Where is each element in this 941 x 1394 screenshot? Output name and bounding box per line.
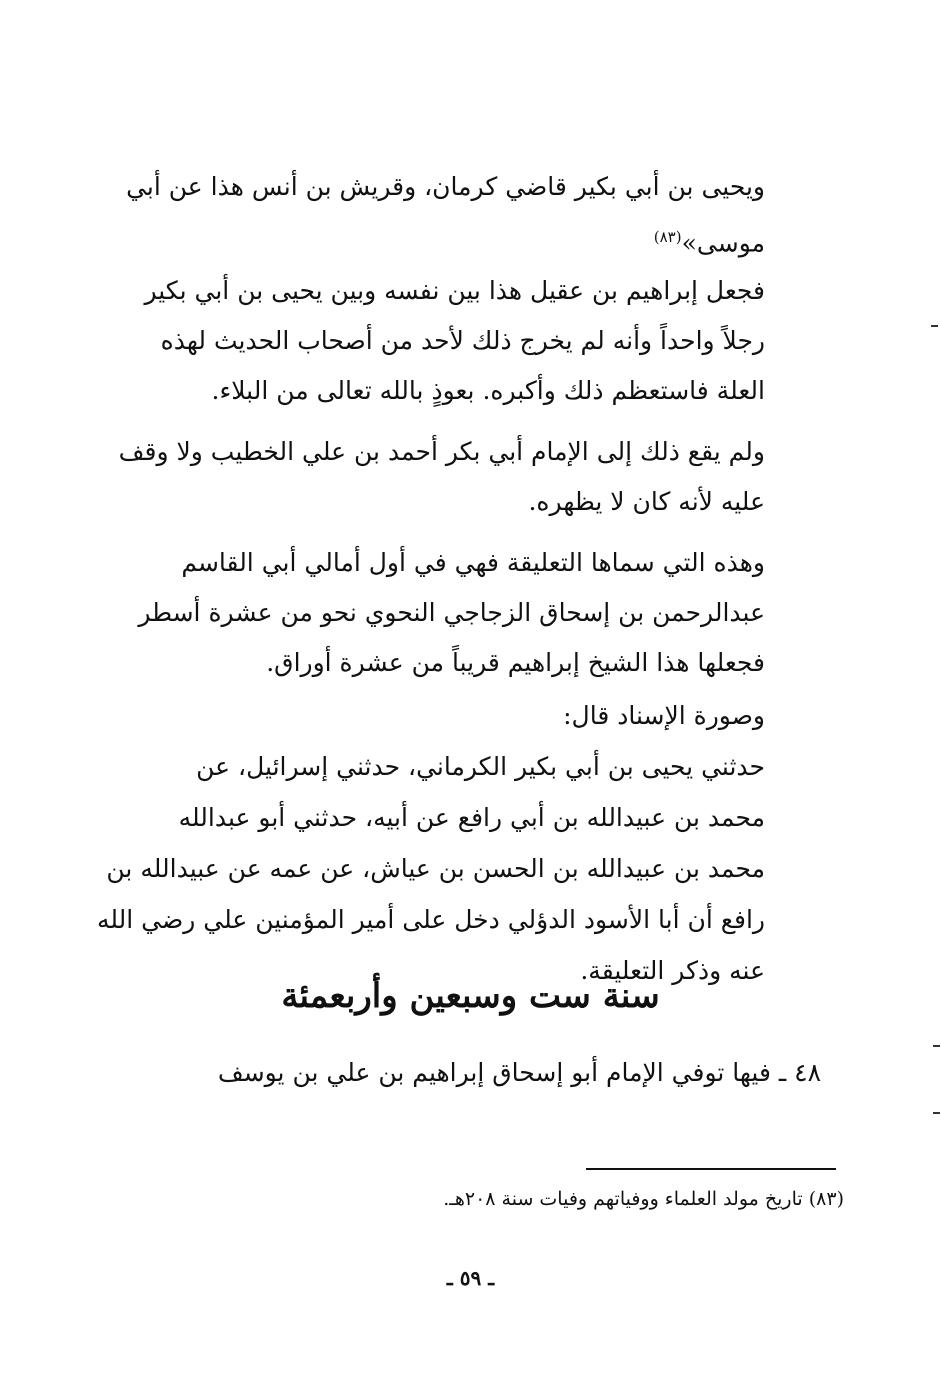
paragraph-line: وصورة الإسناد قال: [563,701,765,730]
paragraph-line: محمد بن عبيدالله بن أبي رافع عن أبيه، حدثني أبو عبدالله [178,803,765,832]
paragraph-line: عنه وذكر التعليقة. [580,956,765,985]
paragraph-line: عليه لأنه كان لا يظهره. [528,487,765,516]
paragraph-line: عبدالرحمن بن إسحاق الزجاجي النحوي نحو من عشرة أسطر [138,598,765,627]
biography-entry [121,1058,821,1087]
paragraph-4 [125,538,765,688]
paragraph-5 [96,690,765,996]
footnote-reference: (٨٣) [653,228,682,246]
paragraph-line: وهذه التي سماها التعليقة فهي في أول أمالي أبي القاسم [181,548,765,577]
margin-scan-mark [933,1045,940,1047]
paragraph-line: ولم يقع ذلك إلى الإمام أبي بكر أحمد بن علي الخطيب ولا وقف [118,437,765,466]
paragraph-line: فجعل إبراهيم بن عقيل هذا بين نفسه وبين يحيى بن أبي بكير [144,276,765,305]
paragraph-line: العلة فاستعظم ذلك وأكبره. بعوذٍ بالله تعالى من البلاء. [211,376,765,405]
paragraph-line: محمد بن عبيدالله بن الحسن بن عياش، عن عمه عن عبيدالله بن [106,854,765,883]
paragraph-1 [125,162,765,268]
entry-number: ٤٨ ـ [778,1058,821,1087]
paragraph-2 [125,266,765,416]
footnote [443,1188,844,1210]
paragraph-line: رافع أن أبا الأسود الدؤلي دخل على أمير المؤمنين علي رضي الله [96,905,765,934]
paragraph-line: حدثني يحيى بن أبي بكير الكرماني، حدثني إسرائيل، عن [196,752,765,781]
section-heading: سنة ست وسبعين وأربعمئة [281,976,660,1016]
footnote-divider [586,1168,836,1170]
footnote-text: تاريخ مولد العلماء ووفياتهم وفيات سنة ٢٠٨هـ. [443,1188,803,1210]
paragraph-line-text: موسى» [681,228,765,258]
margin-scan-mark [933,1112,940,1114]
entry-text: فيها توفي الإمام أبو إسحاق إبراهيم بن علي بن يوسف [217,1058,771,1087]
paragraph-line [125,212,765,268]
paragraph-3 [118,427,765,527]
footnote-number: (٨٣) [808,1188,844,1210]
paragraph-line: ويحيى بن أبي بكير قاضي كرمان، وقريش بن أنس هذا عن أبي [126,172,765,201]
margin-scan-mark [931,325,938,327]
paragraph-line: رجلاً واحداً وأنه لم يخرج ذلك لأحد من أصحاب الحديث لهذه [160,326,765,355]
page-number: ـ ٥٩ ـ [446,1266,495,1290]
paragraph-line: فجعلها هذا الشيخ إبراهيم قريباً من عشرة أوراق. [266,648,765,677]
